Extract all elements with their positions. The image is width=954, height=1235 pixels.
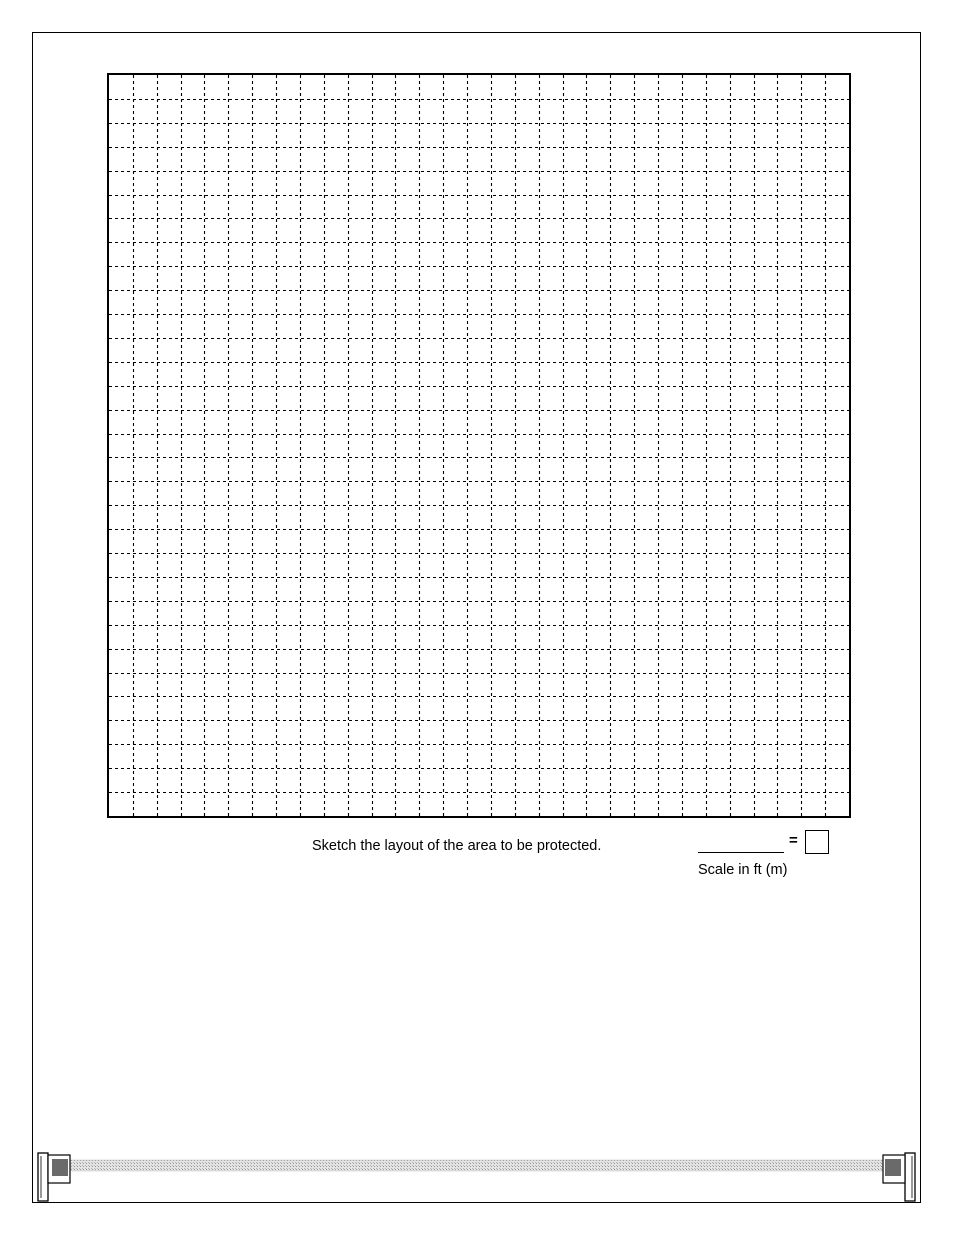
footer-left-cap [38, 1153, 70, 1201]
scale-equals-sign: = [789, 832, 798, 849]
footer-ornament [32, 1148, 921, 1203]
footer-right-cap [883, 1153, 915, 1201]
scale-caption: Scale in ft (m) [698, 862, 788, 878]
sketch-instruction: Sketch the layout of the area to be protected. [312, 838, 602, 854]
scale-unit-box[interactable] [805, 830, 829, 854]
scale-value-blank[interactable] [698, 852, 784, 853]
footer-bar-rail [67, 1160, 888, 1171]
sketch-grid[interactable] [107, 73, 851, 818]
grid-lines [109, 75, 849, 816]
